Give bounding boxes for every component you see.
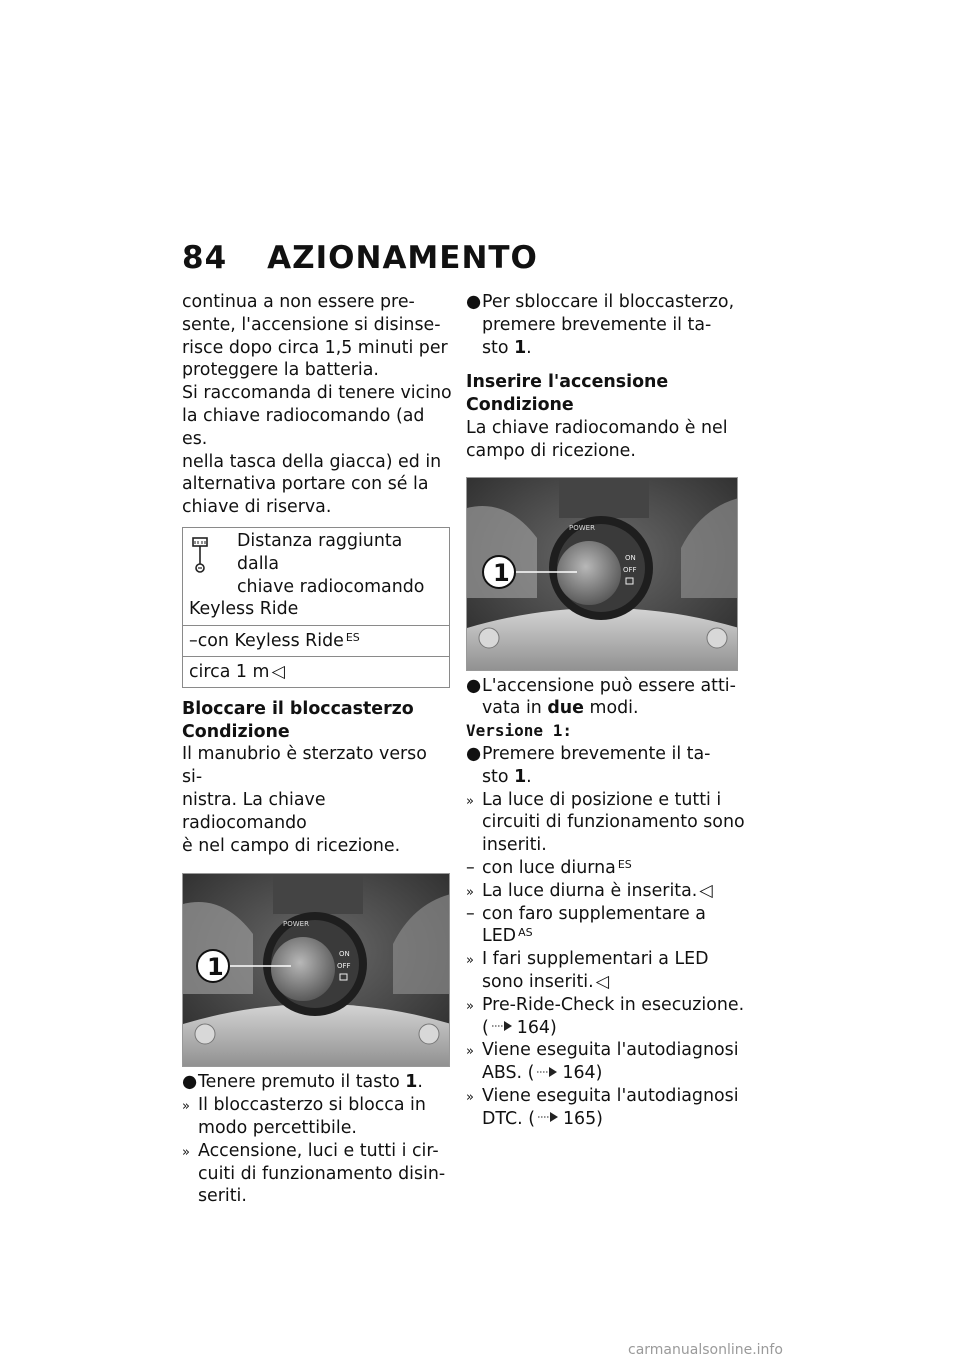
page-reference-icon[interactable] bbox=[537, 1111, 559, 1123]
result-item: » I fari supplementari a LED sono inseriti. ◁ bbox=[466, 949, 709, 992]
result-arrow-icon: » bbox=[182, 1144, 190, 1160]
ignition-heading: Inserire l'accensione bbox=[466, 372, 669, 393]
result-arrow-icon: » bbox=[182, 1099, 190, 1115]
result-item: » Viene eseguita l'autodiagnosi ABS. ( 164) bbox=[466, 1040, 739, 1084]
svg-text:OFF: OFF bbox=[623, 565, 637, 574]
spec-value: circa 1 m ◁ bbox=[183, 656, 449, 687]
svg-text:POWER: POWER bbox=[283, 920, 309, 929]
page-reference-link[interactable]: 164) bbox=[516, 1017, 557, 1038]
option-item: – con faro supplementare a LED $^{AS}$ bbox=[466, 903, 706, 947]
result-item: » Accensione, luci e tutti i cir- cuiti di funzionamento disin- seriti. bbox=[182, 1140, 446, 1207]
result-arrow-icon: » bbox=[466, 884, 474, 900]
result-arrow-icon: » bbox=[466, 793, 474, 809]
bullet-icon: ● bbox=[466, 675, 482, 696]
spec-table bbox=[182, 527, 450, 688]
power-button-illustration bbox=[183, 874, 450, 1067]
page-reference-link[interactable]: 165) bbox=[562, 1108, 603, 1129]
svg-text:1: 1 bbox=[207, 953, 224, 982]
svg-text:POWER: POWER bbox=[569, 523, 595, 532]
bullet-icon: ● bbox=[466, 292, 482, 312]
technical-data-icon bbox=[189, 534, 229, 578]
svg-text:ON: ON bbox=[339, 950, 350, 959]
result-item: » La luce di posizione e tutti i circuiti di funzionamento sono inseriti. bbox=[466, 789, 745, 856]
lock-heading: Bloccare il bloccasterzo bbox=[182, 698, 414, 719]
end-marker-icon: ◁ bbox=[699, 880, 713, 901]
action-step: ● Tenere premuto il tasto 1. bbox=[182, 1072, 423, 1093]
bullet-icon: ● bbox=[466, 743, 482, 764]
right-column bbox=[466, 291, 746, 1131]
svg-text:ON: ON bbox=[625, 553, 636, 562]
result-arrow-icon: » bbox=[466, 953, 474, 969]
end-marker-icon: ◁ bbox=[271, 661, 285, 682]
watermark: carmanualsonline.info bbox=[628, 1342, 783, 1358]
condition-heading: Condizione bbox=[182, 721, 290, 742]
ignition-photo bbox=[466, 477, 738, 671]
result-item: » Il bloccasterzo si blocca in modo percettibile. bbox=[182, 1095, 426, 1138]
svg-text:1: 1 bbox=[493, 558, 510, 587]
steering-lock-photo bbox=[182, 873, 450, 1067]
page-reference-link[interactable]: 164) bbox=[562, 1063, 603, 1084]
result-item: » Viene eseguita l'autodiagnosi DTC. ( 165) bbox=[466, 1085, 739, 1129]
result-item: » Pre-Ride-Check in esecuzione. ( 164) bbox=[466, 994, 745, 1038]
page-number: 84 bbox=[182, 240, 228, 276]
svg-text:OFF: OFF bbox=[337, 962, 351, 971]
action-step: ● L'accensione può essere atti- vata in due modi. bbox=[466, 675, 736, 719]
spec-title: Distanza raggiunta dalla chiave radiocomando Keyless Ride bbox=[189, 530, 425, 620]
version-heading: Versione 1: bbox=[466, 721, 572, 741]
left-column bbox=[182, 291, 452, 1208]
end-marker-icon: ◁ bbox=[595, 971, 610, 992]
result-item: » La luce diurna è inserita. ◁ bbox=[466, 880, 746, 903]
bullet-icon: ● bbox=[182, 1072, 198, 1093]
power-button-illustration bbox=[467, 478, 738, 671]
result-arrow-icon: » bbox=[466, 998, 474, 1014]
spec-option: –con Keyless Ride $^{ES}$ bbox=[183, 625, 449, 656]
option-item: – con luce diurna $^{ES}$ bbox=[466, 857, 632, 878]
chapter-title: AZIONAMENTO bbox=[267, 240, 538, 276]
condition-heading: Condizione bbox=[466, 395, 574, 416]
page-reference-icon[interactable] bbox=[491, 1020, 513, 1032]
result-arrow-icon: » bbox=[466, 1089, 474, 1105]
action-step: ● Premere brevemente il ta- sto 1. bbox=[466, 743, 711, 787]
intro-paragraph: continua a non essere pre- sente, l'accensione si disinse- risce dopo circa 1,5 minuti per proteggere la batteria. bbox=[182, 292, 448, 381]
advice-paragraph: Si raccomanda di tenere vicino la chiave radiocomando (ad es. nella tasca della giacca) ed in alternativa portare con sé la chiave di riserva. bbox=[182, 383, 452, 518]
condition-text: Il manubrio è sterzato verso si- nistra. La chiave radiocomando è nel campo di ricezione. bbox=[182, 744, 427, 856]
result-arrow-icon: » bbox=[466, 1044, 474, 1060]
condition-text: La chiave radiocomando è nel campo di ricezione. bbox=[466, 417, 728, 461]
page-header bbox=[182, 240, 538, 276]
page-reference-icon[interactable] bbox=[536, 1066, 558, 1078]
action-step: ● Per sbloccare il bloccasterzo, premere brevemente il ta- sto 1. bbox=[466, 292, 735, 358]
